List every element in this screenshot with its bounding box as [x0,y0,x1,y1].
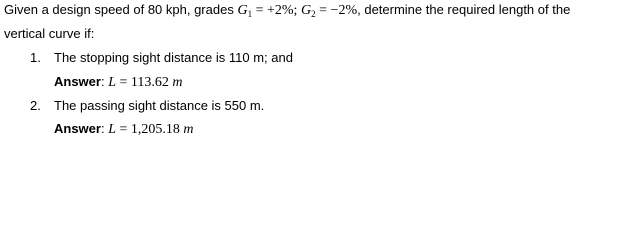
answer-label: Answer [54,121,101,136]
answer-variable: L [108,122,116,137]
answer-colon: : [100,121,109,136]
intro-text-a: Given a design speed of 80 kph, grades [4,2,238,17]
item-text: The passing sight distance is 550 m. [54,98,265,113]
problem-intro-line-2: vertical curve if: [4,26,95,41]
answer-value: = 113.62 [116,75,169,90]
answer-value: = 1,205.18 [116,122,180,137]
answer-variable: L [108,75,116,90]
answer-unit: m [168,75,183,90]
grade-2-variable: G [301,3,312,18]
grade-2-subscript: 2 [311,9,316,19]
problem-intro-line-1 [4,2,570,22]
grade-1-value: = +2%; [252,3,298,18]
item-text: The stopping sight distance is 110 m; and [54,50,293,65]
answer-unit: m [179,122,194,137]
item-number: 2. [30,98,41,113]
grade-2-value: = −2% [315,3,358,18]
list-item [30,50,293,66]
item-number: 1. [30,50,41,65]
intro-text-b: , determine the required length of the [357,2,571,17]
grade-1-variable: G [237,3,248,18]
answer-line [54,121,194,138]
answer-line [54,74,183,91]
grade-1-subscript: 1 [247,9,253,19]
answer-colon: : [100,74,109,89]
answer-label: Answer [54,74,101,89]
list-item [30,98,264,114]
